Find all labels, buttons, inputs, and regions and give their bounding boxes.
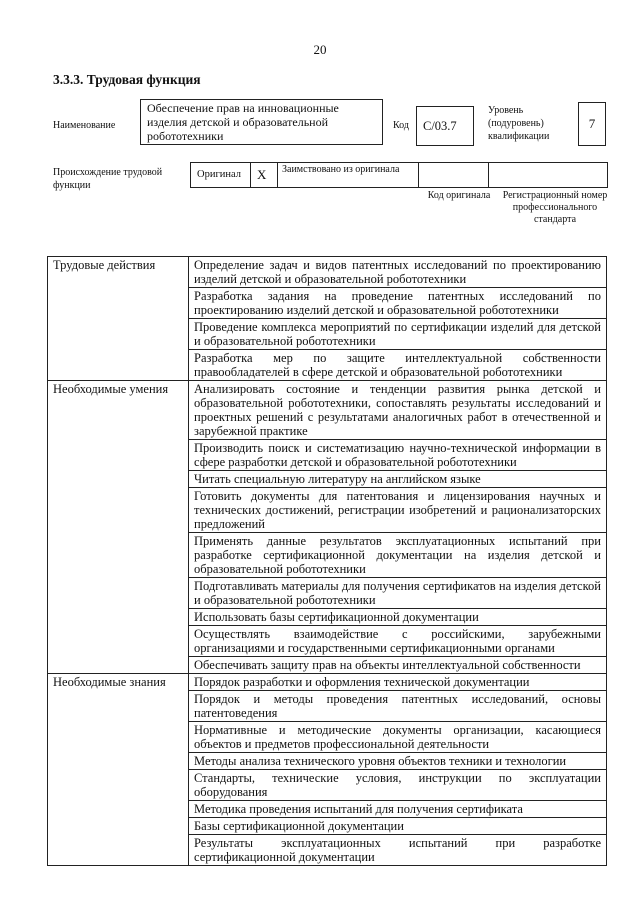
origin-original-label: Оригинал — [191, 163, 251, 187]
function-table — [47, 256, 607, 866]
section-title: Необходимые знания — [48, 674, 189, 866]
origin-original-mark: X — [251, 163, 278, 187]
origin-reg-cell — [489, 163, 609, 187]
table-row — [48, 257, 607, 288]
level-label: Уровень (подуровень) квалификации — [488, 105, 550, 142]
table-row — [48, 381, 607, 440]
origin-label: Происхождение трудовой функции — [53, 167, 163, 191]
item-text: Анализировать состояние и тенденции развития рынка детской и образовательной робототехники, сопоставлять результаты исследований и проектных решений с результатами аналогичных работ в отечественной и зарубежной практике — [189, 381, 607, 440]
origin-borrowed-label: Заимствовано из оригинала — [278, 163, 419, 187]
level-value: 7 — [578, 102, 606, 146]
origin-reg-caption: Регистрационный номер профессионального стандарта — [502, 190, 608, 225]
item-text: Разработка мер по защите интеллектуальной собственности правообладателей в сфере детской и образовательной робототехники — [189, 350, 607, 381]
item-text: Определение задач и видов патентных исследований по проектированию изделий детской и образовательной робототехники — [189, 257, 607, 288]
item-text: Методика проведения испытаний для получения сертификата — [189, 801, 607, 818]
section-heading: 3.3.3. Трудовая функция — [53, 72, 201, 87]
item-text: Использовать базы сертификационной документации — [189, 609, 607, 626]
item-text: Результаты эксплуатационных испытаний при разработке сертификационной документации — [189, 835, 607, 866]
origin-code-caption: Код оригинала — [427, 190, 491, 201]
section-title: Трудовые действия — [48, 257, 189, 381]
item-text: Методы анализа технического уровня объектов техники и технологии — [189, 753, 607, 770]
item-text: Базы сертификационной документации — [189, 818, 607, 835]
page-number: 20 — [313, 42, 327, 57]
origin-row — [190, 162, 608, 188]
item-text: Разработка задания на проведение патентных исследований по проектированию изделий детской и образовательной робототехники — [189, 288, 607, 319]
origin-code-cell — [419, 163, 489, 187]
item-text: Обеспечивать защиту прав на объекты интеллектуальной собственности — [189, 657, 607, 674]
item-text: Читать специальную литературу на английском языке — [189, 471, 607, 488]
name-value: Обеспечение прав на инновационные изделия детской и образовательной робототехники — [140, 99, 383, 145]
item-text: Подготавливать материалы для получения сертификатов на изделия детской и образовательной робототехники — [189, 578, 607, 609]
item-text: Производить поиск и систематизацию научно-технической информации в сфере разработки детской и образовательной робототехники — [189, 440, 607, 471]
item-text: Применять данные результатов эксплуатационных испытаний при разработке сертификационной документации на изделия детской и образовательной робототехники — [189, 533, 607, 578]
item-text: Нормативные и методические документы организации, касающиеся объектов и предметов профессиональной деятельности — [189, 722, 607, 753]
item-text: Проведение комплекса мероприятий по сертификации изделий для детской и образовательной робототехники — [189, 319, 607, 350]
item-text: Стандарты, технические условия, инструкции по эксплуатации оборудования — [189, 770, 607, 801]
item-text: Порядок и методы проведения патентных исследований, основы патентоведения — [189, 691, 607, 722]
item-text: Осуществлять взаимодействие с российскими, зарубежными организациями и государственными сертификационными органами — [189, 626, 607, 657]
table-row — [48, 674, 607, 691]
code-value: С/03.7 — [416, 106, 474, 146]
section-title: Необходимые умения — [48, 381, 189, 674]
code-label: Код — [393, 120, 409, 131]
item-text: Порядок разработки и оформления технической документации — [189, 674, 607, 691]
name-label: Наименование — [53, 120, 116, 131]
item-text: Готовить документы для патентования и лицензирования научных и технических достижений, регистрации изобретений и рационализаторских предложений — [189, 488, 607, 533]
